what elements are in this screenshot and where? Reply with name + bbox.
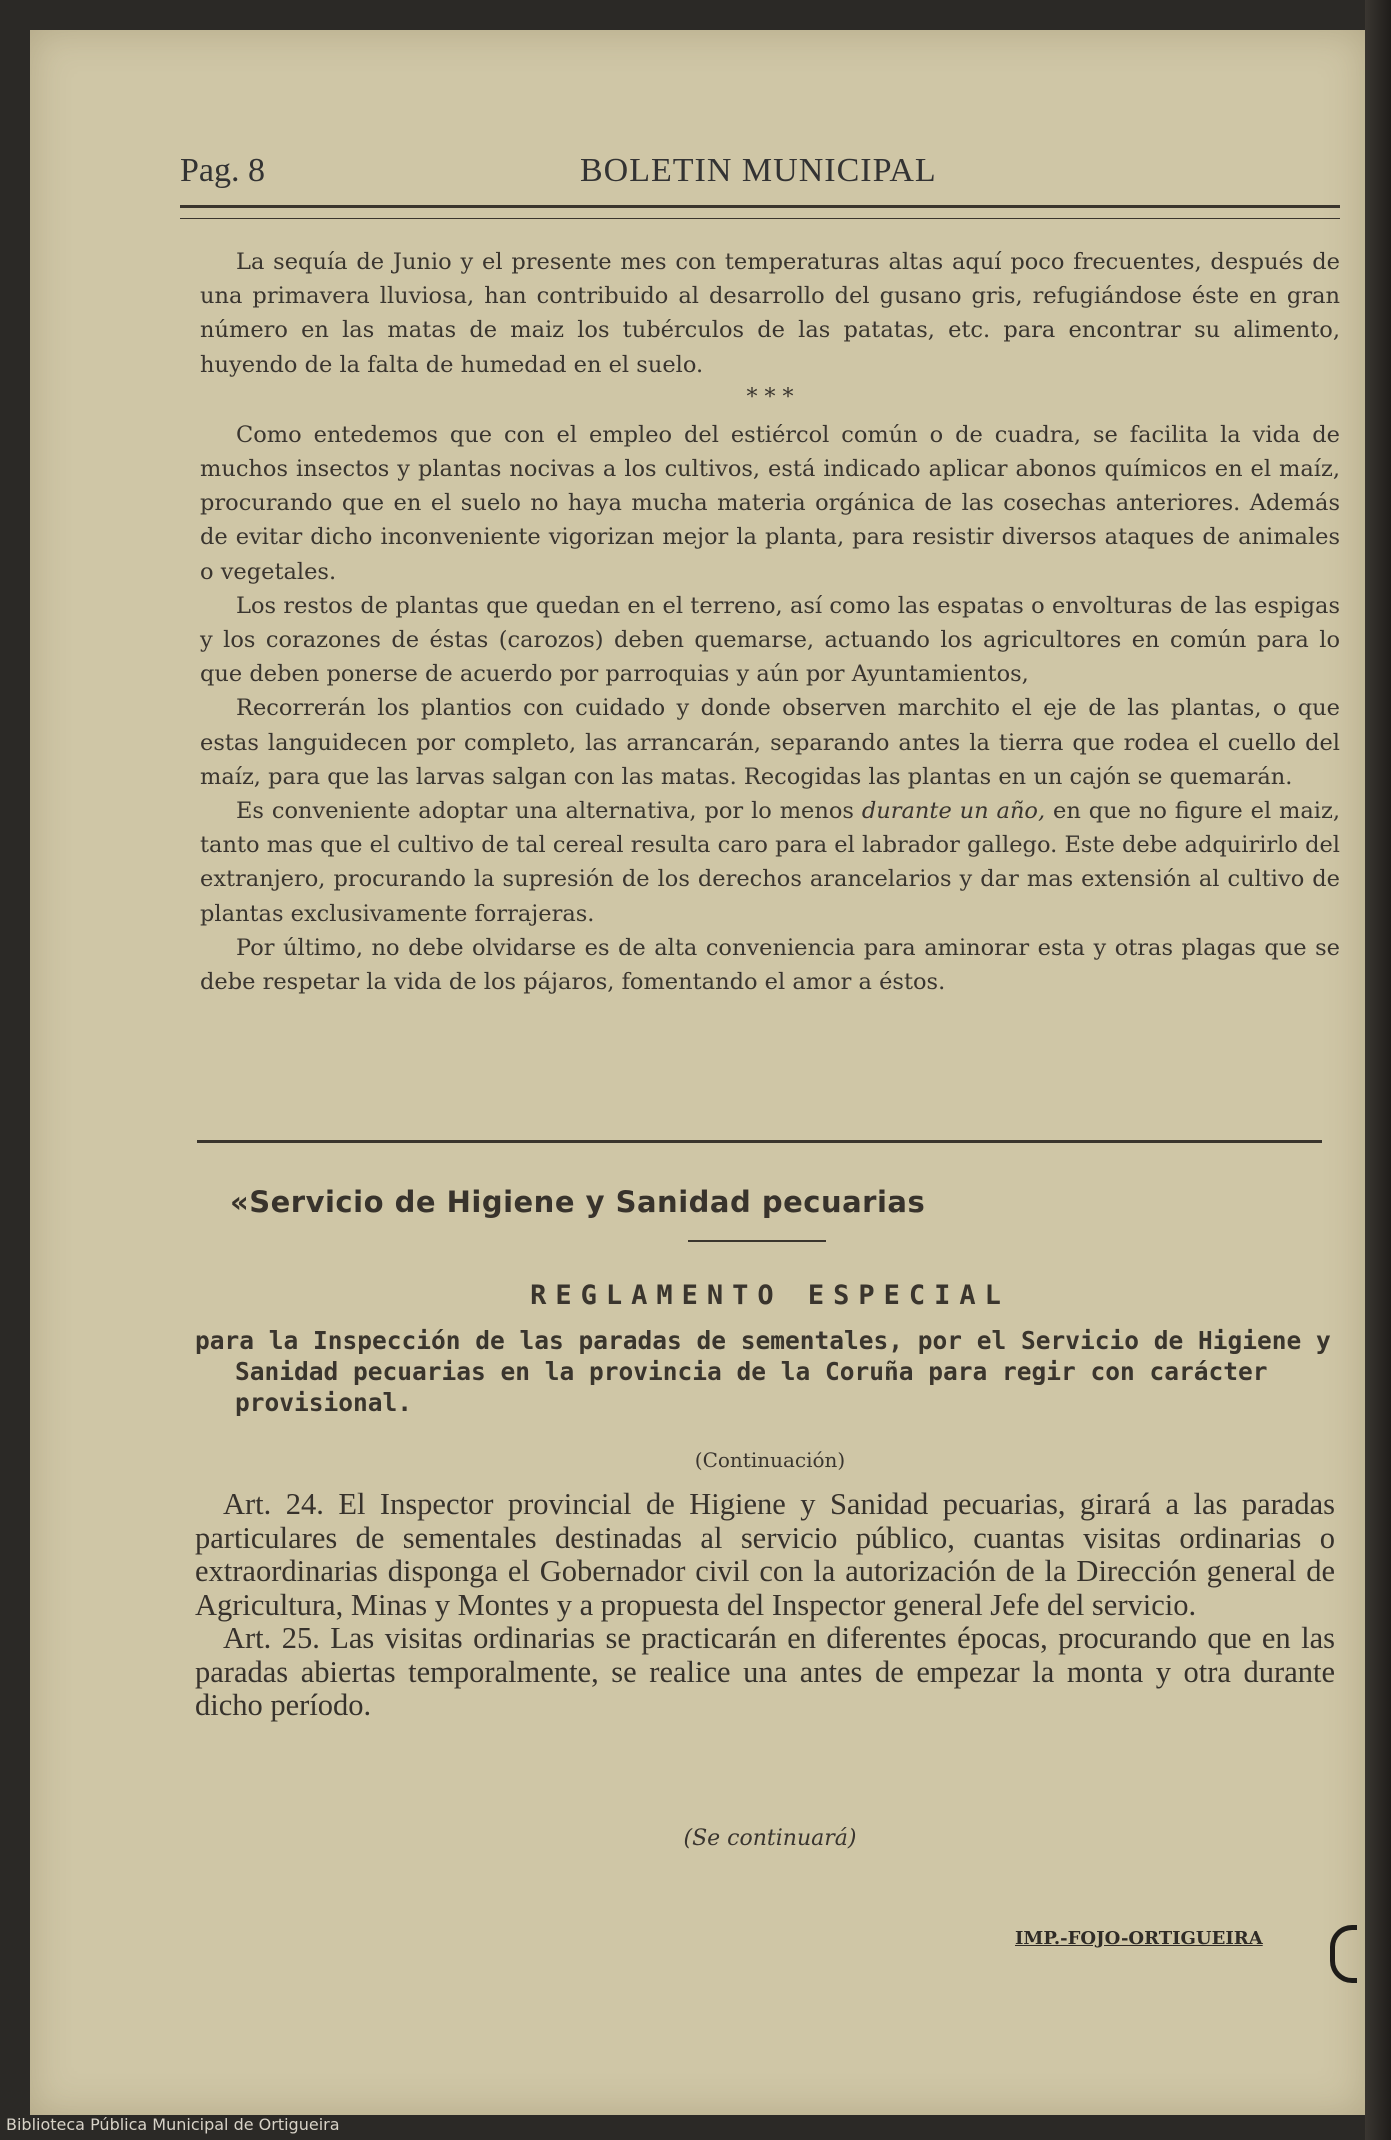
section-divider: [197, 1140, 1322, 1143]
article-gusano-gris: [200, 245, 1340, 999]
paragraph: Recorrerán los plantios con cuidado y donde observen marchito el eje de las plantas, o que estas languidecen por completo, las arrancarán, separando antes la tierra que rodea el cuello del maíz, para que las larvas salgan con las matas. Recogidas las plantas en un cajón se quemarán.: [200, 695, 1340, 790]
paragraph: Como entedemos que con el empleo del estiércol común o de cuadra, se facilita la vida de muchos insectos y plantas nocivas a los cultivos, está indicado aplicar abonos químicos en el maíz, procurando que en el suelo no haya mucha materia orgánica de las cosechas anteriores. Además de evitar dicho inconveniente vigorizan mejor la planta, para resistir diversos ataques de animales o vegetales.: [200, 421, 1340, 585]
book-spine: [1365, 0, 1391, 2140]
asterism: * * *: [746, 384, 794, 410]
library-watermark: Biblioteca Pública Municipal de Ortigueira: [6, 2115, 340, 2134]
continuation-note: (Continuación): [694, 1448, 846, 1472]
paragraph: La sequía de Junio y el presente mes con temperaturas altas aquí poco frecuentes, después de una primavera lluviosa, han contribuido al desarrollo del gusano gris, refugiándose éste en gran número en las matas de maiz los tubérculos de las patatas, etc. para encontrar su alimento, huyendo de la falta de humedad en el suelo.: [200, 249, 1340, 378]
page-number: Pag. 8: [180, 152, 265, 189]
printer-imprint: IMP.-FOJO-ORTIGUEIRA: [1015, 1928, 1263, 1949]
emphasis: durante un año,: [861, 798, 1046, 825]
reglamento-subtitle: para la Inspección de las paradas de sementales, por el Servicio de Higiene y Sanidad pecuarias en la provincia de la Coruña para regir con carácter provisional.: [195, 1326, 1331, 1417]
paragraph: Es conveniente adoptar una alternativa, por lo menos durante un año, en que no figure el maiz, tanto mas que el cultivo de tal cereal resulta caro para el labrador gallego. Este debe adquirirlo del extranjero, procurando la supresión de los derechos arancelarios y dar mas extensión al cultivo de plantas exclusivamente forrajeras.: [200, 798, 1340, 927]
article-24: Art. 24. El Inspector provincial de Higiene y Sanidad pecuarias, girará a las paradas particulares de sementales destinadas al servicio público, cuantas visitas ordinarias o extraordinarias disponga el Gobernador civil con la autorización de la Dirección general de Agricultura, Minas y Montes y a propuesta del Inspector general Jefe del servicio.: [195, 1487, 1335, 1622]
reglamento-heading: REGLAMENTO ESPECIAL: [530, 1280, 1010, 1311]
section-title: «Servicio de Higiene y Sanidad pecuarias: [230, 1185, 926, 1219]
article-25: Art. 25. Las visitas ordinarias se practicarán en diferentes épocas, procurando que en las paradas abiertas temporalmente, se realice una antes de empezar la monta y otra durante dicho período.: [195, 1621, 1335, 1722]
publication-title: BOLETIN MUNICIPAL: [580, 152, 937, 189]
reglamento-articles: [195, 1488, 1335, 1723]
paragraph: Por último, no debe olvidarse es de alta conveniencia para aminorar esta y otras plagas que se debe respetar la vida de los pájaros, fomentando el amor a éstos.: [200, 934, 1340, 996]
paragraph: Los restos de plantas que quedan en el terreno, así como las espatas o envolturas de las espigas y los corazones de éstas (carozos) deben quemarse, actuando los agricultores en común para lo que deben ponerse de acuerdo por parroquias y aún por Ayuntamientos,: [200, 592, 1340, 688]
header-double-rule: [180, 205, 1340, 219]
to-be-continued: (Se continuará): [683, 1826, 857, 1851]
binding-clip-icon: [1330, 1925, 1357, 1983]
section-title-underline: [688, 1240, 826, 1242]
